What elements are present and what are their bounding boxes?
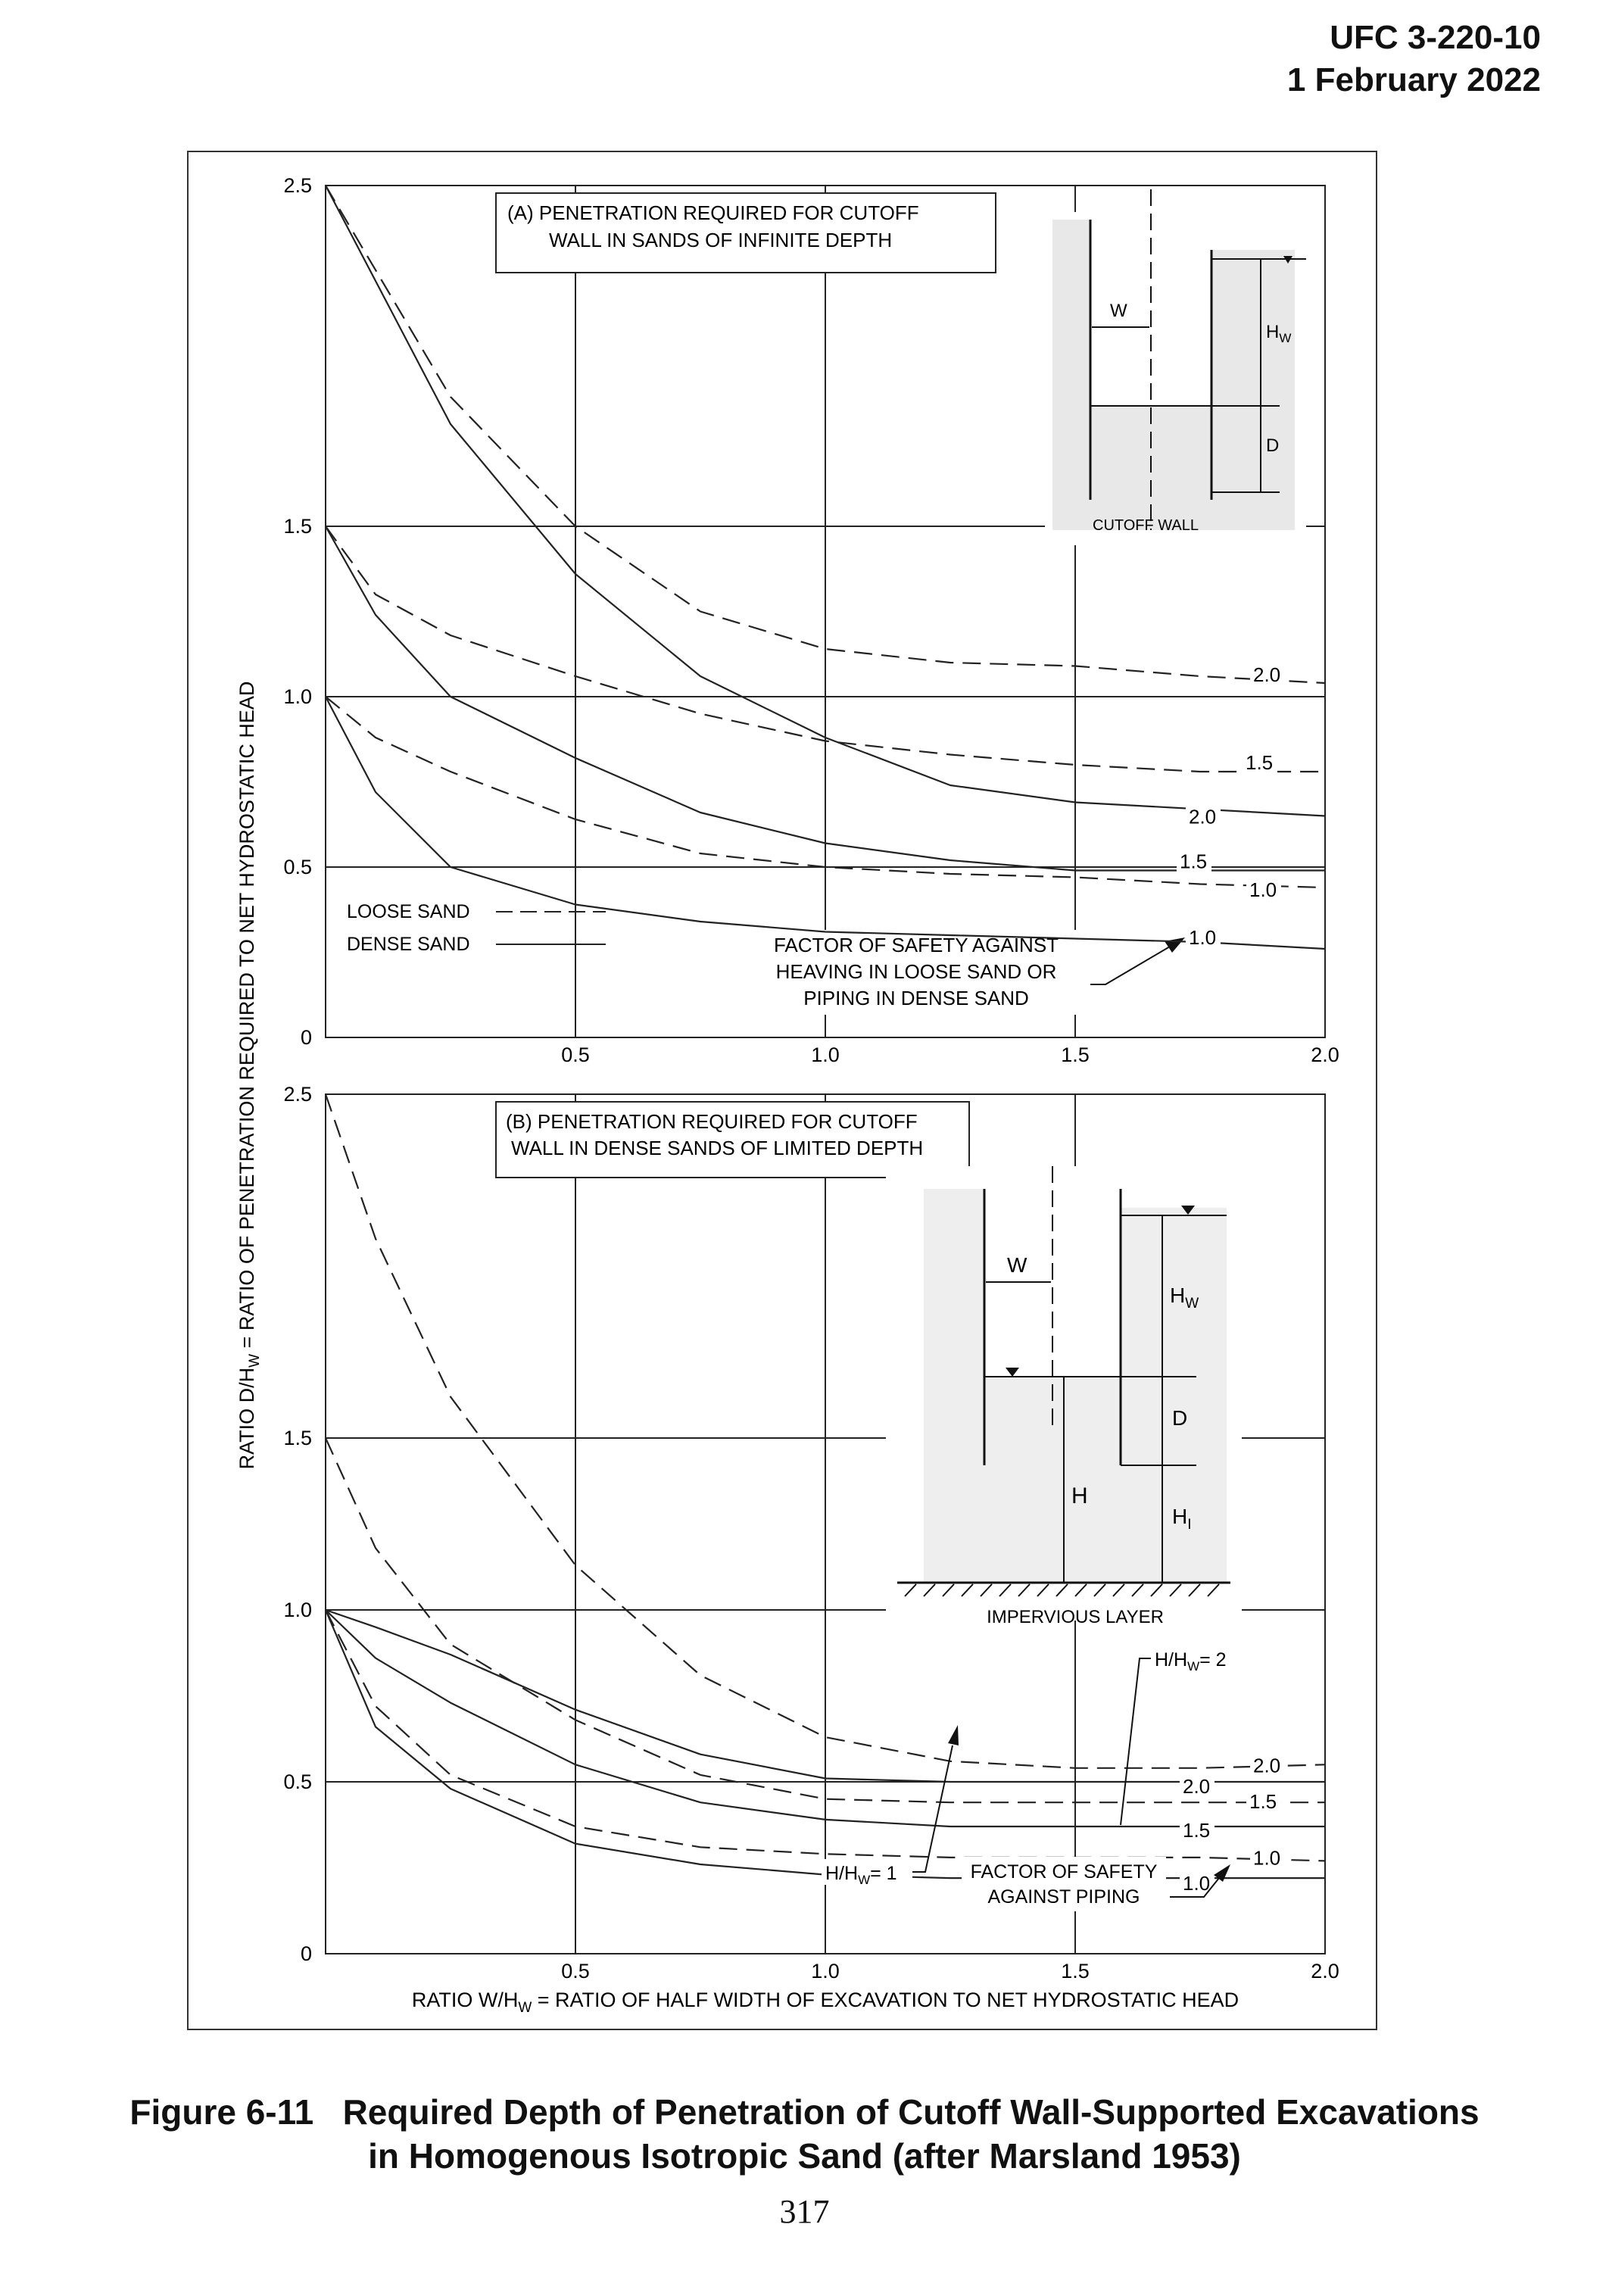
- y-tick-label: 2.5: [283, 174, 312, 197]
- series-label: 1.0: [1249, 878, 1277, 901]
- y-tick-label: 0.5: [283, 1770, 312, 1793]
- legend-dense-sand: DENSE SAND: [347, 934, 470, 955]
- panel-a-inset-diagram: [1045, 189, 1306, 545]
- panel-a-annotation-line3: PIPING IN DENSE SAND: [803, 987, 1029, 1009]
- series-label: 2.0: [1253, 663, 1281, 686]
- series-label: 2.0: [1189, 805, 1217, 828]
- inset-b-left-soil: [924, 1189, 984, 1583]
- inset-b-bottom-soil: [984, 1377, 1121, 1583]
- figure-caption-line1: Figure 6-11 Required Depth of Penetration of Cutoff Wall-Supported Excavations: [129, 2092, 1480, 2132]
- x-tick-label: 1.0: [811, 1043, 840, 1066]
- inset-b-hw-label: $H_W$: [1170, 1284, 1199, 1312]
- inset-a-cutoff-wall-label: CUTOFF WALL: [1093, 517, 1199, 534]
- y-axis-label: RATIO $D/H_W$ = RATIO OF PENETRATION REQUIRED TO NET HYDROSTATIC HEAD: [235, 681, 263, 1470]
- panel-a-annotation-leader: [1090, 947, 1170, 984]
- panel-b-annotation-line1: FACTOR OF SAFETY: [970, 1861, 1158, 1883]
- panel-b-annotation-line2: AGAINST PIPING: [987, 1886, 1140, 1908]
- x-tick-label: 1.0: [811, 1960, 840, 1982]
- panel-a-title-line2: WALL IN SANDS OF INFINITE DEPTH: [549, 229, 893, 251]
- panel-b-title-line1: (B) PENETRATION REQUIRED FOR CUTOFF: [506, 1110, 918, 1133]
- inset-a-right-soil: [1211, 250, 1295, 530]
- inset-b-h-label: H: [1071, 1483, 1088, 1508]
- series-label: 1.5: [1246, 751, 1274, 774]
- y-tick-label: 1.5: [283, 1427, 312, 1449]
- y-tick-label: 2.5: [283, 1083, 312, 1106]
- panel-b-title-line2: WALL IN DENSE SANDS OF LIMITED DEPTH: [511, 1137, 924, 1159]
- y-tick-label: 0: [300, 1026, 312, 1049]
- y-tick-label: 0: [300, 1942, 312, 1965]
- series-label: 1.5: [1183, 1819, 1211, 1842]
- x-tick-label: 2.0: [1311, 1043, 1339, 1066]
- series-label: 1.5: [1180, 850, 1208, 873]
- panel-b-hhw2-leader: [1121, 1658, 1151, 1825]
- panel-b-hhw1-leader: [912, 1745, 953, 1872]
- panel-b-inset-diagram: [886, 1166, 1242, 1627]
- series-label: 1.0: [1189, 926, 1217, 949]
- figure-caption: [0, 2090, 1609, 2178]
- x-tick-label: 1.5: [1061, 1043, 1090, 1066]
- inset-b-w-label: W: [1007, 1253, 1027, 1277]
- panel-a-annotation-arrowhead: [1165, 937, 1185, 953]
- panel-a-annotation-line2: HEAVING IN LOOSE SAND OR: [775, 960, 1057, 983]
- inset-a-w-label: W: [1110, 301, 1127, 321]
- x-tick-label: 2.0: [1311, 1960, 1339, 1982]
- x-tick-label: 1.5: [1061, 1960, 1090, 1982]
- panel-b-hhw1-label: $H/H_W= 1$: [825, 1863, 897, 1887]
- page-number: 317: [779, 2193, 830, 2230]
- y-tick-label: 1.0: [283, 685, 312, 708]
- x-tick-label: 0.5: [561, 1043, 590, 1066]
- series-label: 1.5: [1249, 1790, 1277, 1814]
- panel-a-annotation-line1: FACTOR OF SAFETY AGAINST: [773, 934, 1059, 956]
- inset-a-hw-label: $H_W$: [1266, 322, 1292, 345]
- panel-a-title-line1: (A) PENETRATION REQUIRED FOR CUTOFF: [507, 201, 919, 224]
- inset-b-hi-label: $H_I$: [1172, 1505, 1192, 1533]
- panel-b-hhw2-label: $H/H_W= 2$: [1155, 1649, 1227, 1674]
- panel-a: [283, 174, 1339, 1066]
- figure-caption-line2: in Homogenous Isotropic Sand (after Marsland 1953): [368, 2136, 1241, 2176]
- inset-a-d-label: D: [1266, 435, 1280, 456]
- document-date: 1 February 2022: [1286, 61, 1541, 98]
- inset-b-d-label: D: [1172, 1406, 1188, 1430]
- inset-b-impervious-label: IMPERVIOUS LAYER: [987, 1607, 1164, 1627]
- panel-b: [283, 1083, 1339, 1982]
- series-label: 2.0: [1253, 1754, 1281, 1777]
- x-tick-label: 0.5: [561, 1960, 590, 1982]
- series-label: 2.0: [1183, 1775, 1211, 1798]
- x-axis-label: RATIO $W/H_W$ = RATIO OF HALF WIDTH OF EXCAVATION TO NET HYDROSTATIC HEAD: [411, 1989, 1239, 2016]
- panel-b-hhw1-arrowhead: [948, 1725, 959, 1745]
- series-label: 1.0: [1253, 1846, 1281, 1870]
- panel-b-annotation-arrowhead: [1214, 1864, 1230, 1882]
- y-tick-label: 1.0: [283, 1599, 312, 1621]
- y-tick-label: 0.5: [283, 856, 312, 878]
- series-label: 1.0: [1183, 1872, 1211, 1895]
- document-id: UFC 3-220-10: [1330, 19, 1541, 56]
- legend-loose-sand: LOOSE SAND: [347, 901, 470, 922]
- inset-a-left-soil: [1052, 220, 1090, 530]
- y-tick-label: 1.5: [283, 515, 312, 538]
